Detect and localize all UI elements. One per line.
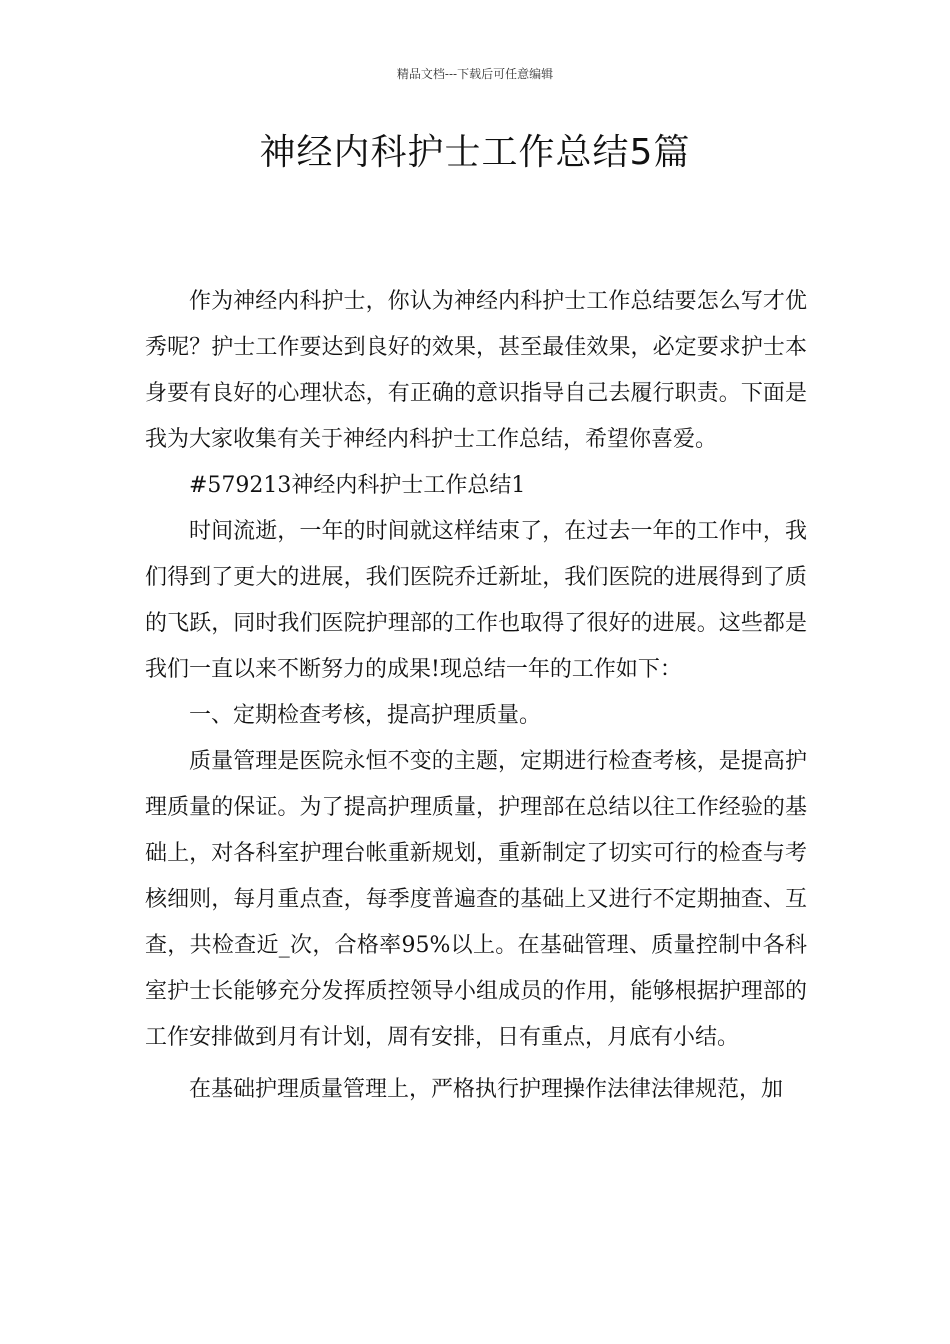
body-paragraph: 在基础护理质量管理上，严格执行护理操作法律法律规范，加 — [189, 1077, 784, 1102]
page-header: 精品文档---下载后可任意编辑 — [396, 67, 554, 81]
document-body — [145, 279, 807, 1113]
document-title: 神经内科护士工作总结5篇 — [259, 132, 691, 173]
body-paragraph: 时间流逝，一年的时间就这样结束了，在过去一年的工作中，我们得到了更大的进展，我们医院乔迁新址，我们医院的进展得到了质的飞跃，同时我们医院护理部的工作也取得了很好的进展。这些都是我们一直以来不断努力的成果!现总结一年的工作如下： — [145, 519, 807, 682]
body-paragraph: 质量管理是医院永恒不变的主题，定期进行检查考核，是提高护理质量的保证。为了提高护理质量，护理部在总结以往工作经验的基础上，对各科室护理台帐重新规划，重新制定了切实可行的检查与考核细则，每月重点查，每季度普遍查的基础上又进行不定期抽查、互查，共检查近_次，合格率95%以上。在基础管理、质量控制中各科室护士长能够充分发挥质控领导小组成员的作用，能够根据护理部的工作安排做到月有计划，周有安排，日有重点，月底有小结。 — [145, 749, 807, 1050]
intro-paragraph: 作为神经内科护士，你认为神经内科护士工作总结要怎么写才优秀呢？护士工作要达到良好的效果，甚至最佳效果，必定要求护士本身要有良好的心理状态，有正确的意识指导自己去履行职责。下面是我为大家收集有关于神经内科护士工作总结，希望你喜爱。 — [145, 289, 807, 452]
subsection-heading: 一、定期检查考核，提高护理质量。 — [189, 703, 542, 728]
section-heading: #579213神经内科护士工作总结1 — [189, 473, 526, 498]
